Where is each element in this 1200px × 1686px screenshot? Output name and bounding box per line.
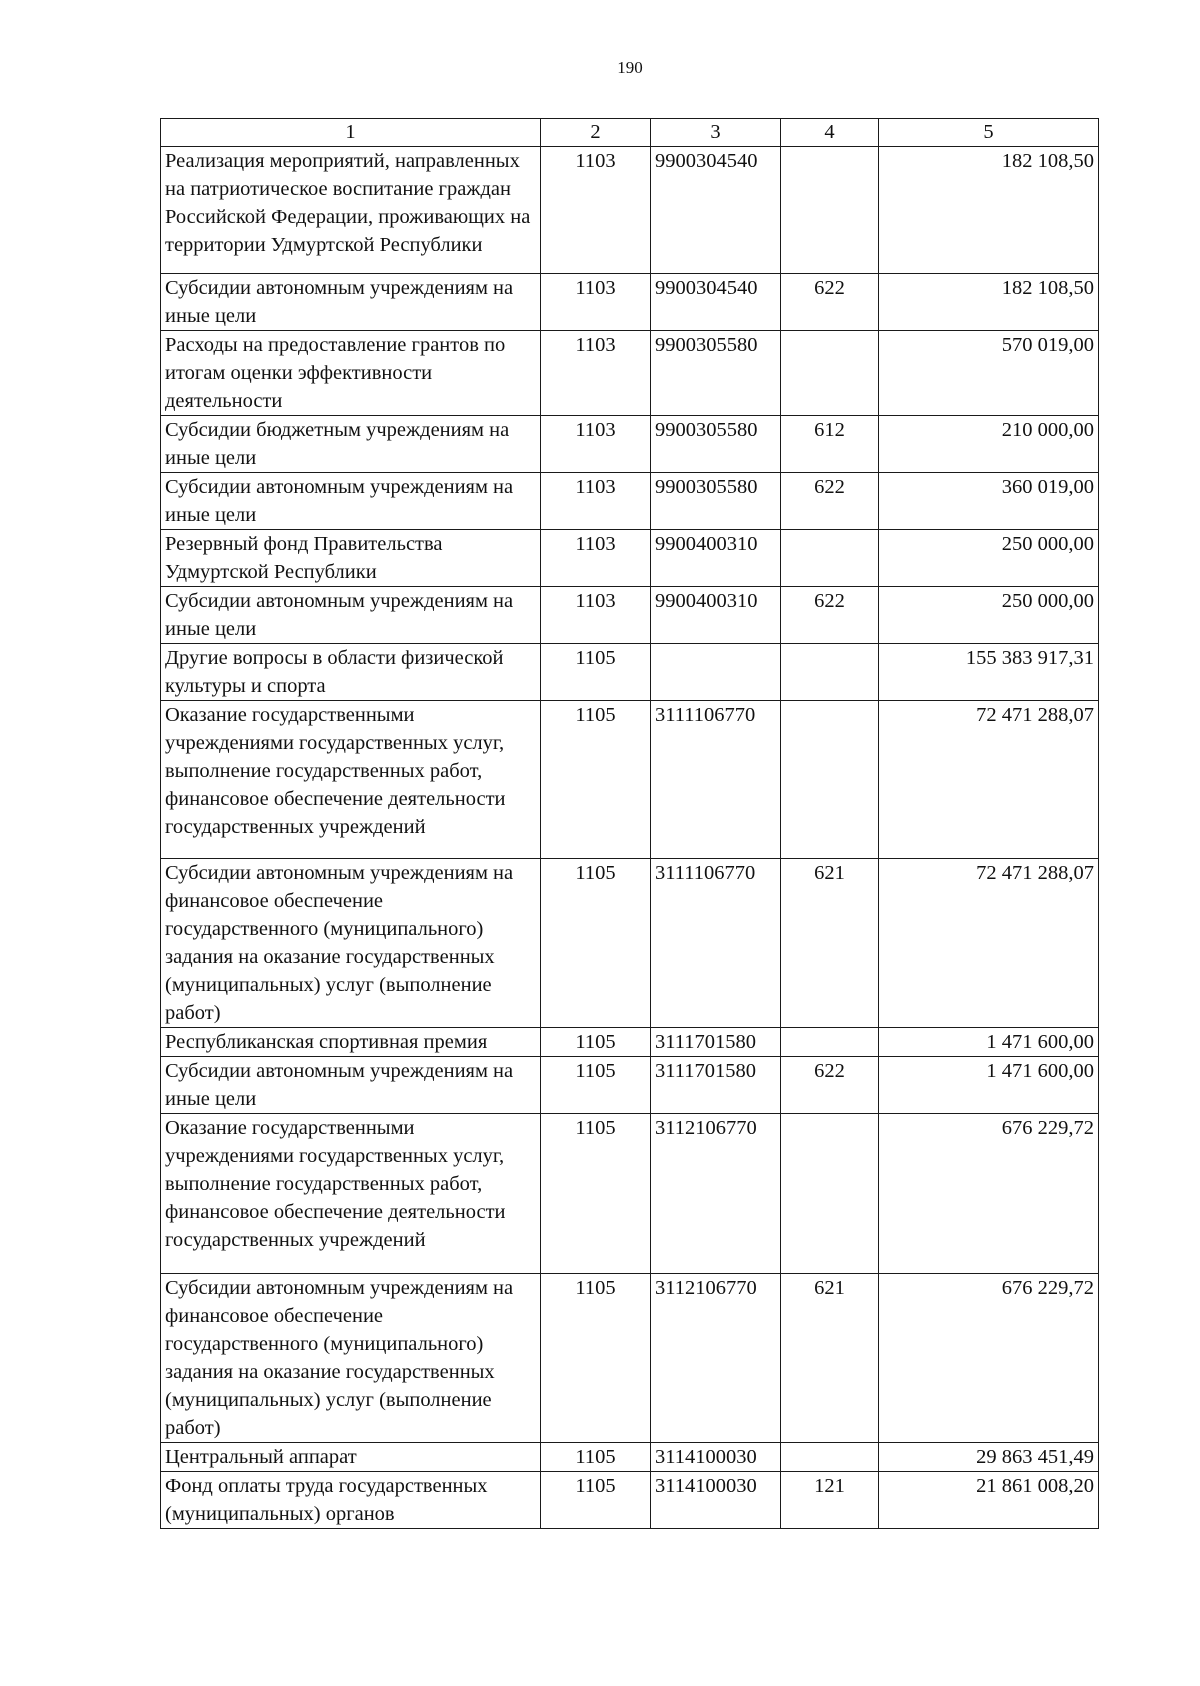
expense-name: Резервный фонд Правительства Удмуртской Республики [161,530,541,587]
target-article-code [651,644,781,701]
expense-type-code: 121 [781,1472,879,1529]
table-row [161,1028,1099,1057]
expense-name: Оказание государственными учреждениями государственных услуг, выполнение государственных работ, финансовое обеспечение деятельности государственных учреждений [161,1114,541,1274]
section-code: 1105 [541,701,651,859]
expense-type-code [781,331,879,416]
amount: 182 108,50 [879,274,1099,331]
expense-name: Другие вопросы в области физической культуры и спорта [161,644,541,701]
target-article-code: 9900305580 [651,416,781,473]
expense-name: Субсидии автономным учреждениям на иные цели [161,274,541,331]
budget-table [160,118,1099,1529]
expense-type-code [781,530,879,587]
target-article-code: 3111701580 [651,1057,781,1114]
expense-type-code [781,1443,879,1472]
target-article-code: 3111701580 [651,1028,781,1057]
expense-name: Реализация мероприятий, направленных на патриотическое воспитание граждан Российской Федерации, проживающих на территории Удмуртской Республики [161,147,541,274]
column-header-1: 1 [161,119,541,147]
expense-type-code: 622 [781,274,879,331]
table-row [161,1274,1099,1443]
target-article-code: 9900400310 [651,587,781,644]
table-row [161,1443,1099,1472]
section-code: 1105 [541,1443,651,1472]
amount: 155 383 917,31 [879,644,1099,701]
expense-name: Республиканская спортивная премия [161,1028,541,1057]
target-article-code: 3112106770 [651,1114,781,1274]
target-article-code: 9900305580 [651,473,781,530]
target-article-code: 9900304540 [651,274,781,331]
target-article-code: 3111106770 [651,701,781,859]
section-code: 1105 [541,1114,651,1274]
table-row [161,587,1099,644]
table-row [161,859,1099,1028]
expense-name: Фонд оплаты труда государственных (муниципальных) органов [161,1472,541,1529]
expense-type-code [781,1028,879,1057]
expense-name: Субсидии автономным учреждениям на иные цели [161,473,541,530]
amount: 676 229,72 [879,1114,1099,1274]
target-article-code: 3114100030 [651,1443,781,1472]
section-code: 1105 [541,1057,651,1114]
expense-type-code: 612 [781,416,879,473]
target-article-code: 3111106770 [651,859,781,1028]
header-row [161,119,1099,147]
target-article-code: 9900305580 [651,331,781,416]
amount: 676 229,72 [879,1274,1099,1443]
amount: 1 471 600,00 [879,1057,1099,1114]
table-row [161,331,1099,416]
expense-type-code: 621 [781,1274,879,1443]
section-code: 1103 [541,331,651,416]
expense-type-code [781,147,879,274]
expense-name: Субсидии автономным учреждениям на финансовое обеспечение государственного (муниципального) задания на оказание государственных (муниципальных) услуг (выполнение работ) [161,1274,541,1443]
table-row [161,530,1099,587]
table-row [161,1472,1099,1529]
section-code: 1103 [541,530,651,587]
target-article-code: 9900400310 [651,530,781,587]
page-number: 190 [617,58,643,77]
expense-type-code: 622 [781,1057,879,1114]
expense-name: Субсидии автономным учреждениям на иные цели [161,587,541,644]
expense-type-code [781,701,879,859]
column-header-2: 2 [541,119,651,147]
expense-name: Центральный аппарат [161,1443,541,1472]
expense-name: Субсидии автономным учреждениям на финансовое обеспечение государственного (муниципального) задания на оказание государственных (муниципальных) услуг (выполнение работ) [161,859,541,1028]
column-header-4: 4 [781,119,879,147]
table-row [161,644,1099,701]
expense-type-code [781,1114,879,1274]
table-row [161,416,1099,473]
section-code: 1103 [541,274,651,331]
amount: 360 019,00 [879,473,1099,530]
amount: 250 000,00 [879,587,1099,644]
section-code: 1103 [541,147,651,274]
expense-name: Расходы на предоставление грантов по итогам оценки эффективности деятельности [161,331,541,416]
table-row [161,147,1099,274]
section-code: 1105 [541,859,651,1028]
amount: 182 108,50 [879,147,1099,274]
table-row [161,274,1099,331]
amount: 72 471 288,07 [879,859,1099,1028]
amount: 1 471 600,00 [879,1028,1099,1057]
amount: 21 861 008,20 [879,1472,1099,1529]
column-header-5: 5 [879,119,1099,147]
section-code: 1103 [541,473,651,530]
section-code: 1105 [541,644,651,701]
expense-type-code: 622 [781,587,879,644]
section-code: 1105 [541,1274,651,1443]
table-row [161,473,1099,530]
section-code: 1105 [541,1028,651,1057]
amount: 570 019,00 [879,331,1099,416]
table-row [161,1057,1099,1114]
expense-name: Оказание государственными учреждениями государственных услуг, выполнение государственных работ, финансовое обеспечение деятельности государственных учреждений [161,701,541,859]
section-code: 1103 [541,416,651,473]
section-code: 1105 [541,1472,651,1529]
section-code: 1103 [541,587,651,644]
amount: 210 000,00 [879,416,1099,473]
amount: 72 471 288,07 [879,701,1099,859]
amount: 250 000,00 [879,530,1099,587]
amount: 29 863 451,49 [879,1443,1099,1472]
table-row [161,701,1099,859]
expense-type-code: 622 [781,473,879,530]
target-article-code: 9900304540 [651,147,781,274]
expense-type-code: 621 [781,859,879,1028]
expense-name: Субсидии автономным учреждениям на иные цели [161,1057,541,1114]
target-article-code: 3114100030 [651,1472,781,1529]
target-article-code: 3112106770 [651,1274,781,1443]
table-row [161,1114,1099,1274]
expense-name: Субсидии бюджетным учреждениям на иные цели [161,416,541,473]
column-header-3: 3 [651,119,781,147]
expense-type-code [781,644,879,701]
